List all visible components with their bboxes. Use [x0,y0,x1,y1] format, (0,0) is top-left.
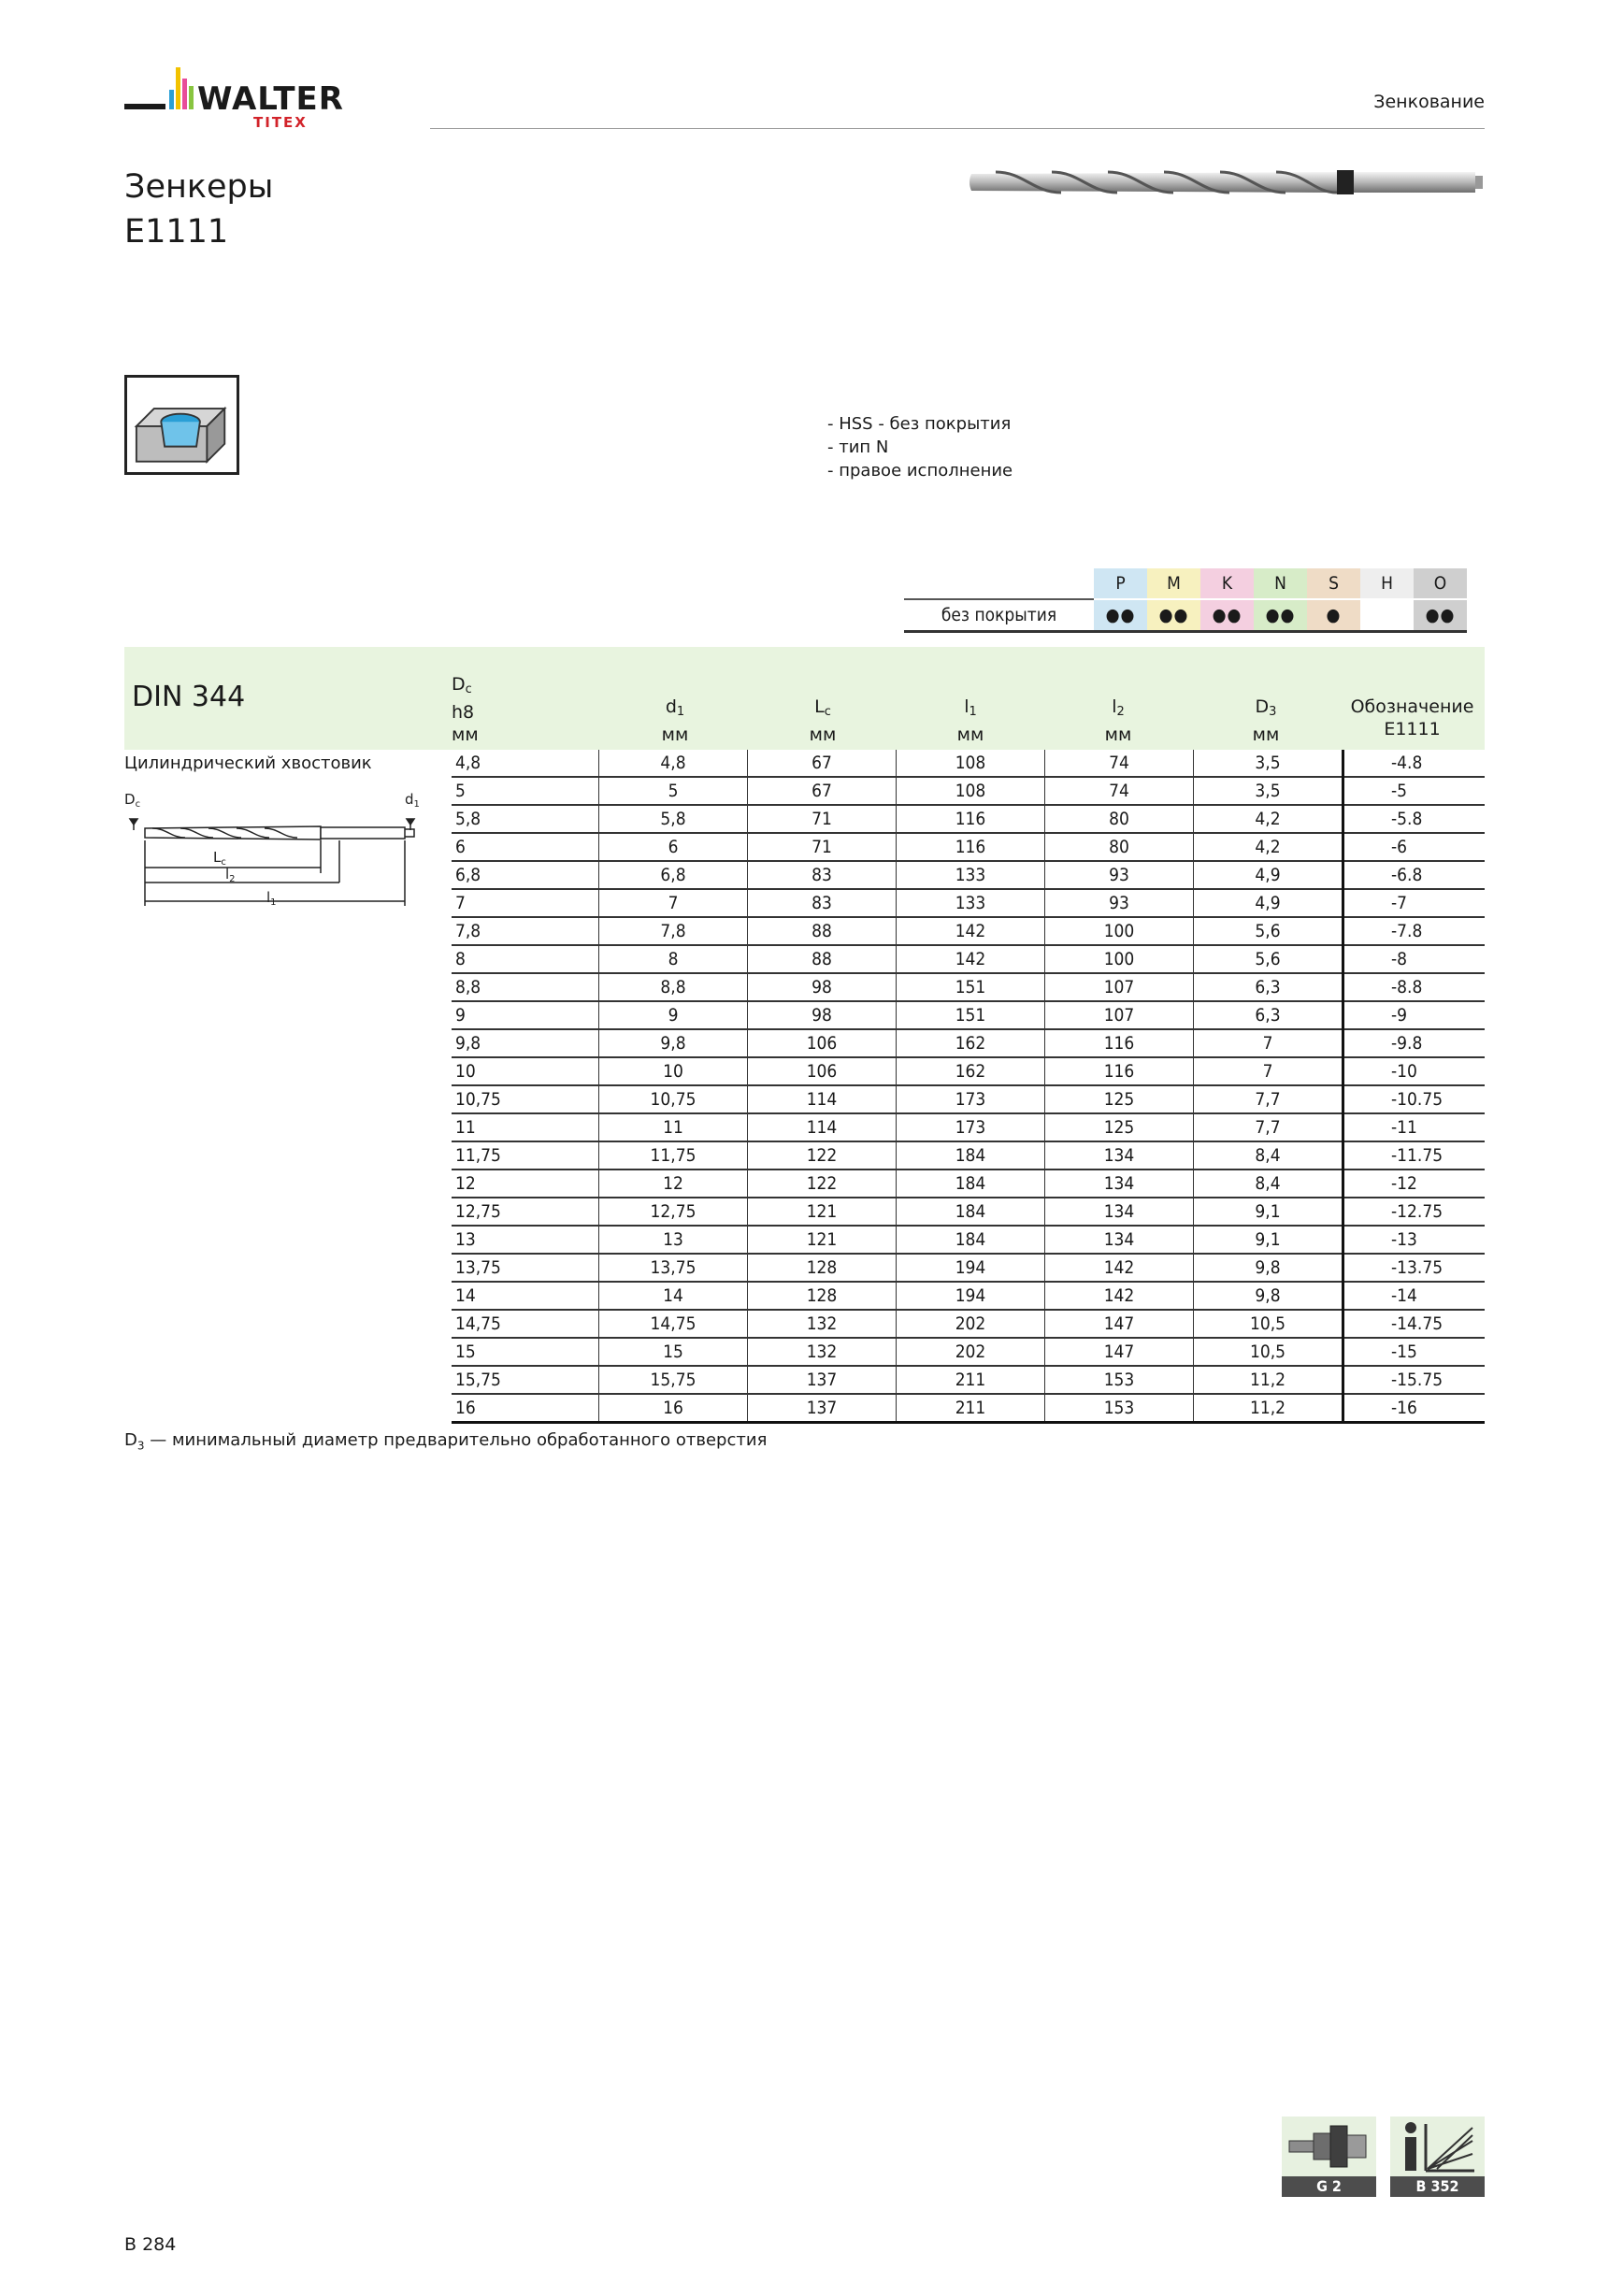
dimension-cell: 16 [452,1394,599,1423]
designation-cell: -9 [1343,1001,1486,1029]
designation-cell: -8.8 [1343,973,1486,1001]
dimension-cell: 9 [599,1001,748,1029]
dimension-cell: 133 [897,861,1045,889]
dimension-cell: 9,8 [1194,1282,1343,1310]
dimension-cell: 14 [599,1282,748,1310]
designation-cell: -16 [1343,1394,1486,1423]
diagram-label-d1: $d_1$ [405,791,420,810]
dimension-cell: 5 [599,777,748,805]
dimension-cell: 67 [748,750,897,777]
designation-cell: -10.75 [1343,1085,1486,1113]
section-title: Зенкование [1373,92,1485,112]
dimension-cell: 121 [748,1198,897,1226]
dimension-cell: 153 [1045,1366,1194,1394]
dimension-cell: 74 [1045,750,1194,777]
dimension-cell: 142 [1045,1282,1194,1310]
table-row [452,1394,1485,1423]
clamping-chuck-icon [1282,2117,1376,2176]
dimension-cell: 12,75 [599,1198,748,1226]
dimension-cell: 121 [748,1226,897,1254]
dimension-cell: 93 [1045,861,1194,889]
table-row [452,1310,1485,1338]
diagram-label-l2: $l_2$ [225,866,236,884]
diagram-label-lc: $L_c$ [213,849,226,868]
dimension-cell: 194 [897,1282,1045,1310]
designation-cell: -13.75 [1343,1254,1486,1282]
table-row [452,1029,1485,1057]
rating-n: ●● [1254,599,1307,632]
dimension-cell: 3,5 [1194,750,1343,777]
dimension-cell: 15,75 [599,1366,748,1394]
dimension-cell: 9,1 [1194,1226,1343,1254]
countersinking-application-icon [124,375,239,475]
dimension-cell: 184 [897,1198,1045,1226]
dimension-cell: 4,9 [1194,861,1343,889]
dimension-cell: 134 [1045,1198,1194,1226]
designation-cell: -6.8 [1343,861,1486,889]
dimension-cell: 15 [599,1338,748,1366]
reference-b352[interactable] [1390,2117,1485,2197]
walter-titex-logo [124,62,405,135]
table-row [452,750,1485,777]
table-row [452,777,1485,805]
table-row [452,1282,1485,1310]
drill-dimension-diagram [124,789,438,929]
dimension-cell: 4,2 [1194,805,1343,833]
dimension-cell: 106 [748,1057,897,1085]
header-d1: $d_1$ мм [661,696,689,745]
dimension-cell: 10,5 [1194,1310,1343,1338]
designation-cell: -12 [1343,1170,1486,1198]
dimension-cell: 4,8 [452,750,599,777]
dimension-cell: 9,8 [1194,1254,1343,1282]
dimension-cell: 211 [897,1366,1045,1394]
dimension-cell: 107 [1045,973,1194,1001]
dimension-cell: 137 [748,1394,897,1423]
dimension-cell: 11,75 [452,1141,599,1170]
svg-text:TITEX: TITEX [253,114,308,131]
designation-cell: -8 [1343,945,1486,973]
rating-k: ●● [1200,599,1254,632]
dimension-cell: 107 [1045,1001,1194,1029]
dimension-cell: 108 [897,750,1045,777]
rating-h [1360,599,1414,632]
dimension-cell: 16 [599,1394,748,1423]
dimension-cell: 162 [897,1029,1045,1057]
dimension-cell: 125 [1045,1113,1194,1141]
dimension-cell: 173 [897,1085,1045,1113]
page-number: B 284 [124,2234,177,2255]
designation-cell: -7.8 [1343,917,1486,945]
dimension-cell: 80 [1045,833,1194,861]
dimension-cell: 8 [452,945,599,973]
product-title [124,165,273,254]
dimension-cell: 7,7 [1194,1113,1343,1141]
table-row [452,861,1485,889]
dimension-cell: 14,75 [599,1310,748,1338]
din-standard-label: DIN 344 [132,681,246,713]
diagram-label-dc: $D_c$ [124,791,141,810]
material-code-p: P [1094,568,1147,599]
dimension-cell: 6,3 [1194,973,1343,1001]
dimension-cell: 71 [748,805,897,833]
header-d3: $D_3$ мм [1252,696,1280,745]
rating-p: ●● [1094,599,1147,632]
dimension-cell: 202 [897,1338,1045,1366]
reference-label: G 2 [1282,2176,1376,2197]
dimension-cell: 133 [897,889,1045,917]
dimension-cell: 74 [1045,777,1194,805]
dimension-cell: 132 [748,1310,897,1338]
dimension-cell: 11,2 [1194,1366,1343,1394]
designation-cell: -7 [1343,889,1486,917]
dimension-cell: 4,8 [599,750,748,777]
dimension-cell: 10,75 [599,1085,748,1113]
dimension-cell: 9 [452,1001,599,1029]
feature-item: - тип N [827,438,889,457]
feature-list [827,412,1013,482]
table-row [452,1141,1485,1170]
feature-item: - HSS - без покрытия [827,414,1012,434]
material-code-o: O [1414,568,1467,599]
dimension-cell: 122 [748,1141,897,1170]
dimension-cell: 4,2 [1194,833,1343,861]
dimension-cell: 147 [1045,1338,1194,1366]
dimension-cell: 7,8 [452,917,599,945]
table-header [124,647,1485,750]
designation-cell: -10 [1343,1057,1486,1085]
dimension-cell: 7,8 [599,917,748,945]
dimension-cell: 9,1 [1194,1198,1343,1226]
dimension-cell: 125 [1045,1085,1194,1113]
designation-cell: -11.75 [1343,1141,1486,1170]
dimension-cell: 142 [897,945,1045,973]
designation-cell: -11 [1343,1113,1486,1141]
dimension-cell: 122 [748,1170,897,1198]
dimension-cell: 211 [897,1394,1045,1423]
dimension-cell: 108 [897,777,1045,805]
dimension-cell: 4,9 [1194,889,1343,917]
dimension-cell: 88 [748,945,897,973]
table-row [452,1226,1485,1254]
table-row [452,1113,1485,1141]
material-code-m: M [1147,568,1200,599]
dimension-cell: 7 [452,889,599,917]
designation-cell: -15.75 [1343,1366,1486,1394]
header-rule [430,128,1485,129]
dimension-cell: 6 [599,833,748,861]
dimension-cell: 67 [748,777,897,805]
designation-cell: -14.75 [1343,1310,1486,1338]
dimension-cell: 98 [748,973,897,1001]
header-dc: $D_c$ h8 мм [452,674,479,745]
designation-cell: -4.8 [1343,750,1486,777]
dimension-cell: 98 [748,1001,897,1029]
dimension-rows [452,750,1485,1424]
dimension-cell: 13,75 [599,1254,748,1282]
dimension-cell: 7 [599,889,748,917]
dimension-cell: 142 [897,917,1045,945]
table-row [452,973,1485,1001]
dimension-cell: 10 [452,1057,599,1085]
designation-cell: -5.8 [1343,805,1486,833]
dimension-cell: 88 [748,917,897,945]
designation-cell: -12.75 [1343,1198,1486,1226]
feature-item: - правое исполнение [827,461,1013,481]
rating-o: ●● [1414,599,1467,632]
dimension-cell: 13 [599,1226,748,1254]
material-code-k: K [1200,568,1254,599]
dimension-cell: 10,75 [452,1085,599,1113]
dimension-cell: 202 [897,1310,1045,1338]
header-l2: $l_2$ мм [1104,696,1132,745]
dimension-cell: 147 [1045,1310,1194,1338]
table-row [452,945,1485,973]
dimension-cell: 6,8 [599,861,748,889]
dimension-cell: 11 [599,1113,748,1141]
dimension-cell: 100 [1045,945,1194,973]
table-row [452,1366,1485,1394]
dimension-cell: 6,3 [1194,1001,1343,1029]
table-row [452,805,1485,833]
dimension-cell: 184 [897,1141,1045,1170]
dimension-cell: 106 [748,1029,897,1057]
dimension-cell: 10,5 [1194,1338,1343,1366]
dimension-cell: 5,8 [599,805,748,833]
diagram-label-l1: $l_1$ [266,889,277,908]
dimension-cell: 151 [897,973,1045,1001]
designation-cell: -14 [1343,1282,1486,1310]
table-row [452,889,1485,917]
footnote: $D_3$ — минимальный диаметр предварительно обработанного отверстия [124,1430,768,1453]
dimension-cell: 93 [1045,889,1194,917]
dimension-cell: 100 [1045,917,1194,945]
reference-label: B 352 [1390,2176,1485,2197]
reference-g2[interactable] [1282,2117,1376,2197]
table-row [452,1254,1485,1282]
table-row [452,917,1485,945]
rating-s: ● [1307,599,1360,632]
rating-m: ●● [1147,599,1200,632]
dimension-cell: 194 [897,1254,1045,1282]
material-code-n: N [1254,568,1307,599]
dimension-cell: 13 [452,1226,599,1254]
header-designation: Обозначение E1111 [1350,696,1474,739]
dimension-cell: 7 [1194,1057,1343,1085]
table-row [452,1001,1485,1029]
dimension-cell: 116 [897,833,1045,861]
designation-cell: -6 [1343,833,1486,861]
dimension-cell: 151 [897,1001,1045,1029]
dimension-cell: 162 [897,1057,1045,1085]
dimension-cell: 173 [897,1113,1045,1141]
dimension-cell: 7,7 [1194,1085,1343,1113]
dimension-cell: 83 [748,861,897,889]
dimension-cell: 12 [452,1170,599,1198]
dimension-cell: 8,4 [1194,1141,1343,1170]
dimension-cell: 5,8 [452,805,599,833]
dimension-cell: 8,4 [1194,1170,1343,1198]
dimension-cell: 142 [1045,1254,1194,1282]
dimension-cell: 114 [748,1113,897,1141]
dimension-cell: 9,8 [452,1029,599,1057]
header-l1: $l_1$ мм [956,696,984,745]
dimension-cell: 134 [1045,1170,1194,1198]
shank-type-label: Цилиндрический хвостовик [124,753,372,773]
dimension-cell: 128 [748,1254,897,1282]
product-title-line2: E1111 [124,213,229,251]
material-code-h: H [1360,568,1414,599]
dimension-cell: 116 [1045,1029,1194,1057]
dimension-cell: 137 [748,1366,897,1394]
table-row [452,1198,1485,1226]
dimension-cell: 6,8 [452,861,599,889]
dimension-cell: 3,5 [1194,777,1343,805]
dimension-cell: 11,75 [599,1141,748,1170]
dimension-cell: 5,6 [1194,945,1343,973]
dimension-cell: 128 [748,1282,897,1310]
header-lc: $L_c$ мм [809,696,837,745]
designation-cell: -5 [1343,777,1486,805]
dimension-cell: 114 [748,1085,897,1113]
dimension-cell: 134 [1045,1226,1194,1254]
dimension-cell: 134 [1045,1141,1194,1170]
dimension-cell: 116 [897,805,1045,833]
dimension-cell: 153 [1045,1394,1194,1423]
dimension-cell: 8 [599,945,748,973]
dimension-cell: 14 [452,1282,599,1310]
dimension-cell: 12,75 [452,1198,599,1226]
svg-text:WALTER: WALTER [197,80,344,118]
table-row [452,1085,1485,1113]
dimension-cell: 184 [897,1226,1045,1254]
designation-cell: -15 [1343,1338,1486,1366]
dimension-cell: 8,8 [599,973,748,1001]
dimension-cell: 132 [748,1338,897,1366]
dimension-cell: 184 [897,1170,1045,1198]
dimension-cell: 11,2 [1194,1394,1343,1423]
table-row [452,1057,1485,1085]
dimension-cell: 9,8 [599,1029,748,1057]
dimension-cell: 7 [1194,1029,1343,1057]
designation-cell: -13 [1343,1226,1486,1254]
dimension-cell: 10 [599,1057,748,1085]
dimension-cell: 5 [452,777,599,805]
dimension-cell: 5,6 [1194,917,1343,945]
dimension-cell: 8,8 [452,973,599,1001]
dimension-cell: 11 [452,1113,599,1141]
dimension-cell: 71 [748,833,897,861]
dimension-cell: 116 [1045,1057,1194,1085]
dimension-cell: 14,75 [452,1310,599,1338]
table-row [452,1170,1485,1198]
coating-label: без покрытия [904,599,1094,632]
dimension-cell: 15 [452,1338,599,1366]
table-row [452,833,1485,861]
material-code-s: S [1307,568,1360,599]
info-chart-icon [1390,2117,1485,2176]
dimension-cell: 12 [599,1170,748,1198]
product-title-line1: Зенкеры [124,168,274,206]
dimension-cell: 6 [452,833,599,861]
table-row [452,1338,1485,1366]
dimension-cell: 83 [748,889,897,917]
dimension-cell: 80 [1045,805,1194,833]
drill-product-image [968,155,1487,209]
designation-cell: -9.8 [1343,1029,1486,1057]
material-suitability-grid [904,568,1467,633]
dimension-cell: 13,75 [452,1254,599,1282]
dimension-cell: 15,75 [452,1366,599,1394]
